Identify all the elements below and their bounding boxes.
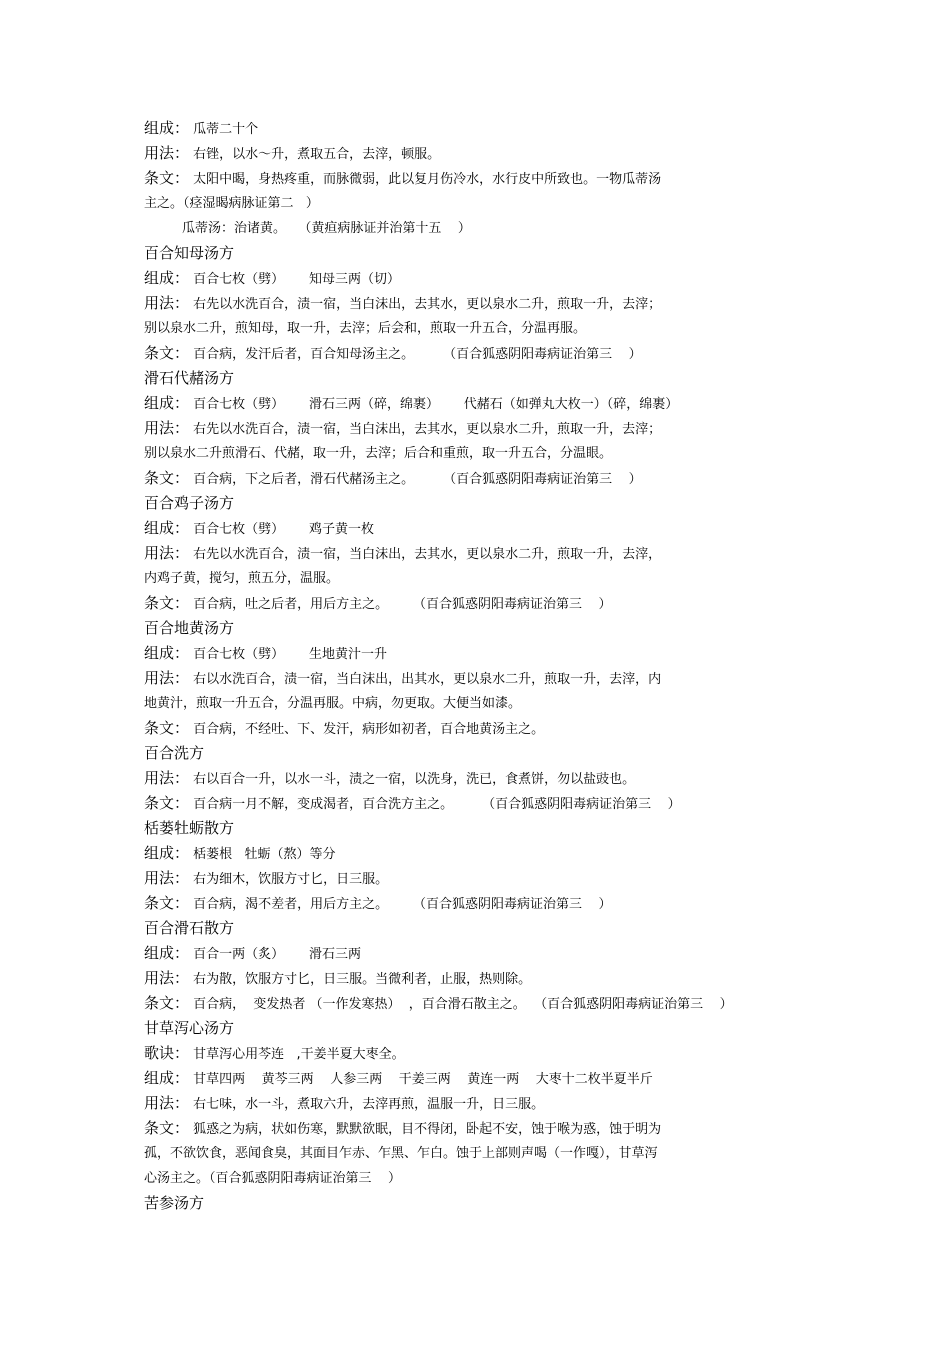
entry-line	[144, 795, 681, 813]
entry-label: 条文：	[144, 344, 190, 362]
entry-label: 歌诀：	[144, 1044, 190, 1062]
entry-line	[144, 545, 661, 563]
entry-label: 用法：	[144, 544, 190, 562]
entry-text: 右为散，饮服方寸匕，日三服。当微利者，止服，热则除。	[189, 972, 532, 987]
entry-text: 右先以水洗百合，渍一宿，当白沫出，去其水，更以泉水二升，煎取一升，去滓，	[189, 547, 662, 562]
entry-text: 甘草泻心用芩连 ,干姜半夏大枣全。	[189, 1047, 405, 1062]
continuation-line: 主之。（痉湿暍病脉证第二 ）	[144, 196, 319, 211]
entry-label: 条文：	[144, 994, 190, 1012]
entry-label: 用法：	[144, 869, 190, 887]
entry-text: 百合病，吐之后者，用后方主之。 （百合狐惑阴阳毒病证治第三 ）	[189, 597, 612, 612]
entry-text: 右先以水洗百合，渍一宿，当白沫出，去其水，更以泉水二升，煎取一升，去滓；	[189, 297, 662, 312]
entry-line	[144, 145, 440, 163]
entry-line	[144, 1070, 653, 1088]
entry-text: 百合七枚（劈） 鸡子黄一枚	[189, 522, 374, 537]
entry-line	[144, 170, 661, 188]
entry-line	[144, 595, 611, 613]
entry-label: 条文：	[144, 469, 190, 487]
entry-line	[144, 1120, 661, 1138]
entry-label: 用法：	[144, 769, 190, 787]
entry-text: 右以水洗百合，渍一宿，当白沫出，出其水，更以泉水二升，煎取一升，去滓，内	[189, 672, 662, 687]
entry-line	[144, 520, 374, 538]
formula-title: 百合地黄汤方	[144, 619, 235, 637]
formula-title: 滑石代赭汤方	[144, 369, 235, 387]
entry-line	[144, 120, 258, 138]
entry-label: 用法：	[144, 969, 190, 987]
formula-title: 百合鸡子汤方	[144, 494, 235, 512]
entry-text: 百合病一月不解，变成渴者，百合洗方主之。 （百合狐惑阴阳毒病证治第三 ）	[189, 797, 681, 812]
entry-label: 组成：	[144, 269, 190, 287]
entry-line	[144, 945, 361, 963]
entry-label: 条文：	[144, 594, 190, 612]
entry-label: 组成：	[144, 119, 190, 137]
entry-line	[144, 845, 336, 863]
formula-title: 栝蒌牡蛎散方	[144, 819, 235, 837]
entry-line	[144, 270, 400, 288]
entry-text: 右七味，水一斗，煮取六升，去滓再煎，温服一升，日三服。	[189, 1097, 545, 1112]
formula-title: 百合洗方	[144, 744, 205, 762]
entry-label: 组成：	[144, 644, 190, 662]
entry-line	[144, 870, 388, 888]
formula-title: 百合滑石散方	[144, 919, 235, 937]
entry-line	[144, 420, 661, 438]
entry-line	[144, 895, 611, 913]
entry-label: 条文：	[144, 794, 190, 812]
entry-line	[144, 720, 544, 738]
entry-text: 百合病，发汗后者，百合知母汤主之。 （百合狐惑阴阳毒病证治第三 ）	[189, 347, 642, 362]
entry-text: 百合七枚（劈） 知母三两（切）	[189, 272, 400, 287]
entry-line	[144, 295, 661, 313]
entry-text: 太阳中暍，身热疼重，而脉微弱，此以复月伤冷水，水行皮中所致也。一物瓜蒂汤	[189, 172, 662, 187]
entry-line	[144, 1045, 405, 1063]
entry-text: 右锉，以水～升，煮取五合，去滓，顿服。	[189, 147, 441, 162]
continuation-line: 内鸡子黄，搅匀，煎五分，温服。	[144, 571, 340, 586]
entry-line	[144, 970, 531, 988]
entry-label: 用法：	[144, 419, 190, 437]
entry-label: 组成：	[144, 944, 190, 962]
entry-text: 栝蒌根 牡蛎（熬）等分	[189, 847, 336, 862]
continuation-line: 瓜蒂汤：治诸黄。 （黄疸病脉证并治第十五 ）	[182, 221, 471, 236]
formula-title: 甘草泻心汤方	[144, 1019, 235, 1037]
entry-label: 组成：	[144, 1069, 190, 1087]
formula-title: 苦参汤方	[144, 1194, 205, 1212]
entry-text: 百合七枚（劈） 生地黄汁一升	[189, 647, 387, 662]
entry-text: 右以百合一升，以水一斗，渍之一宿，以洗身，洗已，食煮饼，勿以盐豉也。	[189, 772, 636, 787]
entry-label: 条文：	[144, 894, 190, 912]
entry-text: 百合病， 变发热者 （一作发寒热） ，百合滑石散主之。 （百合狐惑阴阳毒病证治第三 ）	[189, 997, 733, 1012]
entry-label: 条文：	[144, 1119, 190, 1137]
entry-label: 用法：	[144, 1094, 190, 1112]
entry-line	[144, 470, 642, 488]
entry-line	[144, 995, 733, 1013]
entry-label: 组成：	[144, 844, 190, 862]
entry-line	[144, 345, 642, 363]
entry-text: 瓜蒂二十个	[189, 122, 259, 137]
entry-label: 组成：	[144, 519, 190, 537]
entry-text: 百合一两（炙） 滑石三两	[189, 947, 361, 962]
entry-label: 条文：	[144, 719, 190, 737]
entry-text: 右先以水洗百合，渍一宿，当白沫出，去其水，更以泉水二升，煎取一升，去滓；	[189, 422, 662, 437]
entry-line	[144, 1095, 544, 1113]
entry-label: 用法：	[144, 294, 190, 312]
continuation-line: 别以泉水二升，煎知母，取一升，去滓；后会和，煎取一升五合，分温再服。	[144, 321, 587, 336]
entry-line	[144, 645, 387, 663]
entry-line	[144, 395, 678, 413]
entry-text: 右为细木，饮服方寸匕，日三服。	[189, 872, 389, 887]
entry-text: 百合七枚（劈） 滑石三两（碎，绵裹） 代赭石（如弹丸大枚一）（碎，绵裹）	[189, 397, 679, 412]
entry-label: 条文：	[144, 169, 190, 187]
continuation-line: 地黄汁，煎取一升五合，分温再服。中病，勿更取。大便当如漆。	[144, 696, 522, 711]
continuation-line: 孤，不欲饮食，恶闻食臭，其面目乍赤、乍黑、乍白。蚀于上部则声喝（一作嘎），甘草泻	[144, 1146, 658, 1161]
entry-text: 甘草四两 黄芩三两 人参三两 干姜三两 黄连一两 大枣十二枚半夏半斤	[189, 1072, 653, 1087]
entry-label: 组成：	[144, 394, 190, 412]
entry-text: 百合病，不经吐、下、发汗，病形如初者，百合地黄汤主之。	[189, 722, 545, 737]
entry-line	[144, 770, 635, 788]
entry-text: 狐惑之为病，状如伤寒，默默欲眠，目不得闭，卧起不安，蚀于喉为惑，蚀于明为	[189, 1122, 662, 1137]
entry-label: 用法：	[144, 144, 190, 162]
continuation-line: 心汤主之。（百合狐惑阴阳毒病证治第三 ）	[144, 1171, 402, 1186]
entry-label: 用法：	[144, 669, 190, 687]
continuation-line: 别以泉水二升煎滑石、代赭，取一升，去滓；后合和重煎，取一升五合，分温眼。	[144, 446, 613, 461]
entry-text: 百合病，下之后者，滑石代赭汤主之。 （百合狐惑阴阳毒病证治第三 ）	[189, 472, 642, 487]
entry-text: 百合病，渴不差者，用后方主之。 （百合狐惑阴阳毒病证治第三 ）	[189, 897, 612, 912]
formula-title: 百合知母汤方	[144, 244, 235, 262]
entry-line	[144, 670, 661, 688]
